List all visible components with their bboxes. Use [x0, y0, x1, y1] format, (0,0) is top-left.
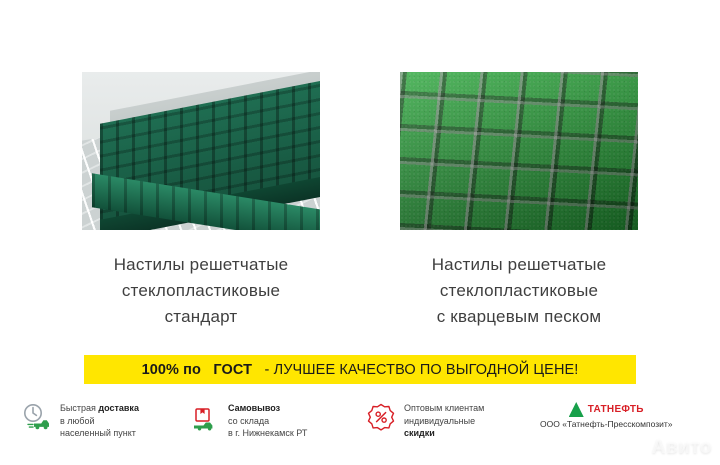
- warehouse-pickup-icon: [190, 402, 220, 432]
- benefit-line-strong: доставка: [98, 403, 139, 413]
- quality-banner-text: [142, 362, 579, 378]
- caption-line: Настилы решетчатые: [113, 255, 289, 274]
- caption-line: Настилы решетчатые: [431, 255, 607, 274]
- caption-line: стеклопластиковые: [439, 281, 599, 300]
- benefit-line-strong: скидки: [404, 428, 435, 438]
- product-caption-standard: [114, 252, 289, 330]
- banner-rest-text: - ЛУЧШЕЕ КАЧЕСТВО ПО ВЫГОДНОЙ ЦЕНЕ!: [264, 361, 579, 378]
- caption-line: с кварцевым песком: [436, 307, 602, 326]
- products-row: [0, 72, 720, 330]
- tatneft-mark-icon: [569, 402, 584, 417]
- product-caption-quartz: [432, 252, 607, 330]
- percent-discount-icon: [366, 402, 396, 432]
- tatneft-logo-text: ТАТНЕФТЬ: [587, 404, 644, 415]
- partner-company-name: ООО «Татнефть-Пресскомпозит»: [540, 419, 673, 429]
- benefit-line: индивидуальные: [404, 415, 476, 426]
- product-card-quartz: [400, 72, 638, 330]
- benefit-discounts: [366, 402, 536, 440]
- benefits-row: [22, 402, 698, 440]
- quality-banner: [84, 355, 636, 384]
- partner-block: [540, 402, 690, 429]
- benefit-pickup-text: [228, 402, 307, 440]
- benefit-delivery-text: [60, 402, 139, 440]
- avito-watermark: Авито: [651, 437, 712, 458]
- fiberglass-grating-quartz-photo: [400, 72, 638, 230]
- benefit-delivery: [22, 402, 182, 440]
- tatneft-logo: [569, 402, 644, 417]
- benefit-pickup: [190, 402, 362, 440]
- banner-bold-gost: ГОСТ: [213, 361, 253, 378]
- fiberglass-grating-standard-photo: [82, 72, 320, 230]
- banner-bold-percent: 100% по: [141, 361, 201, 378]
- benefit-line: в г. Нижнекамск РТ: [228, 428, 308, 438]
- benefit-line: Быстрая: [60, 403, 99, 413]
- benefit-line: в любой: [60, 415, 95, 426]
- benefit-line: населенный пункт: [60, 428, 136, 438]
- caption-line: стандарт: [164, 307, 238, 326]
- caption-line: стеклопластиковые: [121, 281, 281, 300]
- benefit-discounts-text: [404, 402, 484, 440]
- benefit-line-strong: Самовывоз: [228, 403, 281, 413]
- benefit-line: Оптовым клиентам: [404, 403, 485, 413]
- benefit-line: со склада: [228, 415, 270, 426]
- product-card-standard: [82, 72, 320, 330]
- fast-delivery-icon: [22, 402, 52, 432]
